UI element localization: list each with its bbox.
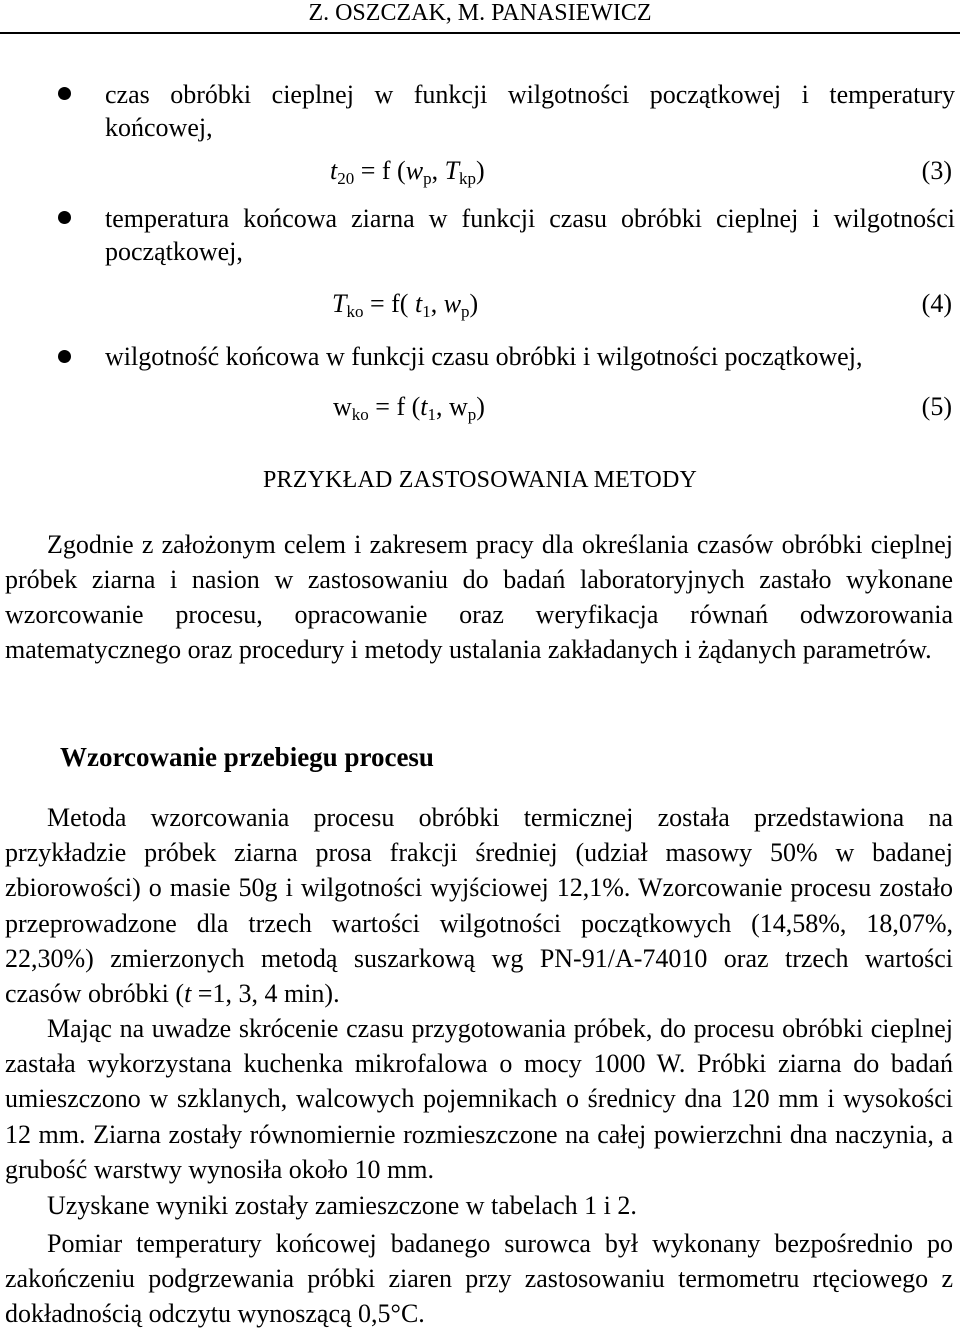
eq-var: t — [420, 392, 428, 421]
subsection-heading: Wzorcowanie przebiegu procesu — [60, 742, 434, 772]
bullet-dot — [58, 350, 71, 363]
header-rule — [0, 32, 960, 34]
bullet-text: czas obróbki cieplnej w funkcji wilgotności początkowej i temperatury końcowej, — [105, 80, 955, 142]
eq-close: ) — [469, 289, 479, 318]
eq-var: T — [444, 156, 460, 185]
paragraph-text: =1, 3, 4 min). — [191, 979, 340, 1009]
eq-var: t — [414, 289, 423, 318]
eq-sep: , w — [436, 392, 468, 421]
eq-op: = f ( — [368, 392, 421, 421]
eq-close: ) — [476, 392, 485, 421]
eq-sub: 20 — [337, 169, 355, 188]
eq-sub: kp — [459, 169, 477, 188]
eq-sub: p — [461, 302, 470, 321]
eq-op: = f ( — [354, 156, 406, 185]
eq-sub: p — [423, 169, 432, 188]
eq-close: ) — [476, 156, 485, 185]
bullet-dot — [58, 211, 71, 224]
eq-var: T — [332, 289, 347, 318]
paragraph-text: Metoda wzorcowania procesu obróbki termicznej została przedstawiona na przykładzie próbek ziarna prosa frakcji średniej (udział masowy 50% w badanej zbiorowości) o masie 50g i wilgotności wyjściowej 12,1%. Wzorcowanie procesu zostało przeprowadzone dla trzech wartości wilgotności początkowych (14,58%, 18,07%, 22,30%) zmierzonych metodą suszarkową wg PN-91/A-74010 oraz trzech wartości czasów obróbki ( — [5, 803, 953, 1009]
eq-sub: ko — [351, 405, 369, 424]
running-head: Z. OSZCZAK, M. PANASIEWICZ — [308, 0, 652, 26]
equation-3 — [330, 156, 485, 186]
paragraph-microwave: Mając na uwadze skrócenie czasu przygotowania próbek, do procesu obróbki cieplnej zastała wykorzystana kuchenka mikrofalowa o mocy 1000 W. Próbki ziarna do badań umieszczono w szklanych, walcowych pojemnikach o średnicy dna 120 mm i wysokości 12 mm. Ziarna zostały równomiernie rozmieszczone na całej powierzchni dna naczynia, a grubość warstwy wynosiła około 10 mm. — [5, 1014, 953, 1184]
paragraph-temperature: Pomiar temperatury końcowej badanego surowca był wykonany bezpośrednio po zakończeniu podgrzewania próbki ziaren przy zastosowaniu termometru rtęciowego z dokładnością odczytu wynoszącą 0,5°C. — [5, 1229, 953, 1329]
bullet-text: wilgotność końcowa w funkcji czasu obróbki i wilgotności początkowej, — [105, 342, 863, 371]
eq-var: w — [333, 392, 352, 421]
section-heading: PRZYKŁAD ZASTOSOWANIA METODY — [262, 467, 698, 493]
equation-5 — [333, 392, 485, 422]
eq-var: t — [184, 979, 192, 1009]
equation-number: (4) — [921, 289, 952, 318]
eq-sub: ko — [346, 302, 364, 321]
eq-var: w — [443, 289, 462, 318]
paragraph-method — [5, 800, 953, 1011]
eq-op: = f( — [363, 289, 415, 318]
eq-sub: 1 — [427, 405, 436, 424]
equation-4 — [332, 289, 478, 319]
equation-number: (3) — [921, 156, 952, 185]
eq-sep: , — [431, 156, 445, 185]
eq-sub: 1 — [422, 302, 431, 321]
intro-paragraph: Zgodnie z założonym celem i zakresem pracy dla określania czasów obróbki cieplnej próbek ziarna i nasion w zastosowaniu do badań laboratoryjnych zastało wykonane wzorcowanie procesu, opracowanie oraz weryfikacja równań odwzorowania matematycznego oraz procedury i metody ustalania zakładanych i żądanych parametrów. — [5, 530, 953, 664]
eq-sep: , — [430, 289, 444, 318]
paragraph-results: Uzyskane wyniki zostały zamieszczone w tabelach 1 i 2. — [47, 1191, 637, 1220]
bullet-text: temperatura końcowa ziarna w funkcji czasu obróbki cieplnej i wilgotności początkowej, — [105, 204, 955, 266]
equation-number: (5) — [921, 392, 952, 421]
eq-var: t — [330, 156, 338, 185]
eq-var: w — [405, 156, 424, 185]
bullet-dot — [58, 87, 71, 100]
eq-sub: p — [467, 405, 477, 424]
